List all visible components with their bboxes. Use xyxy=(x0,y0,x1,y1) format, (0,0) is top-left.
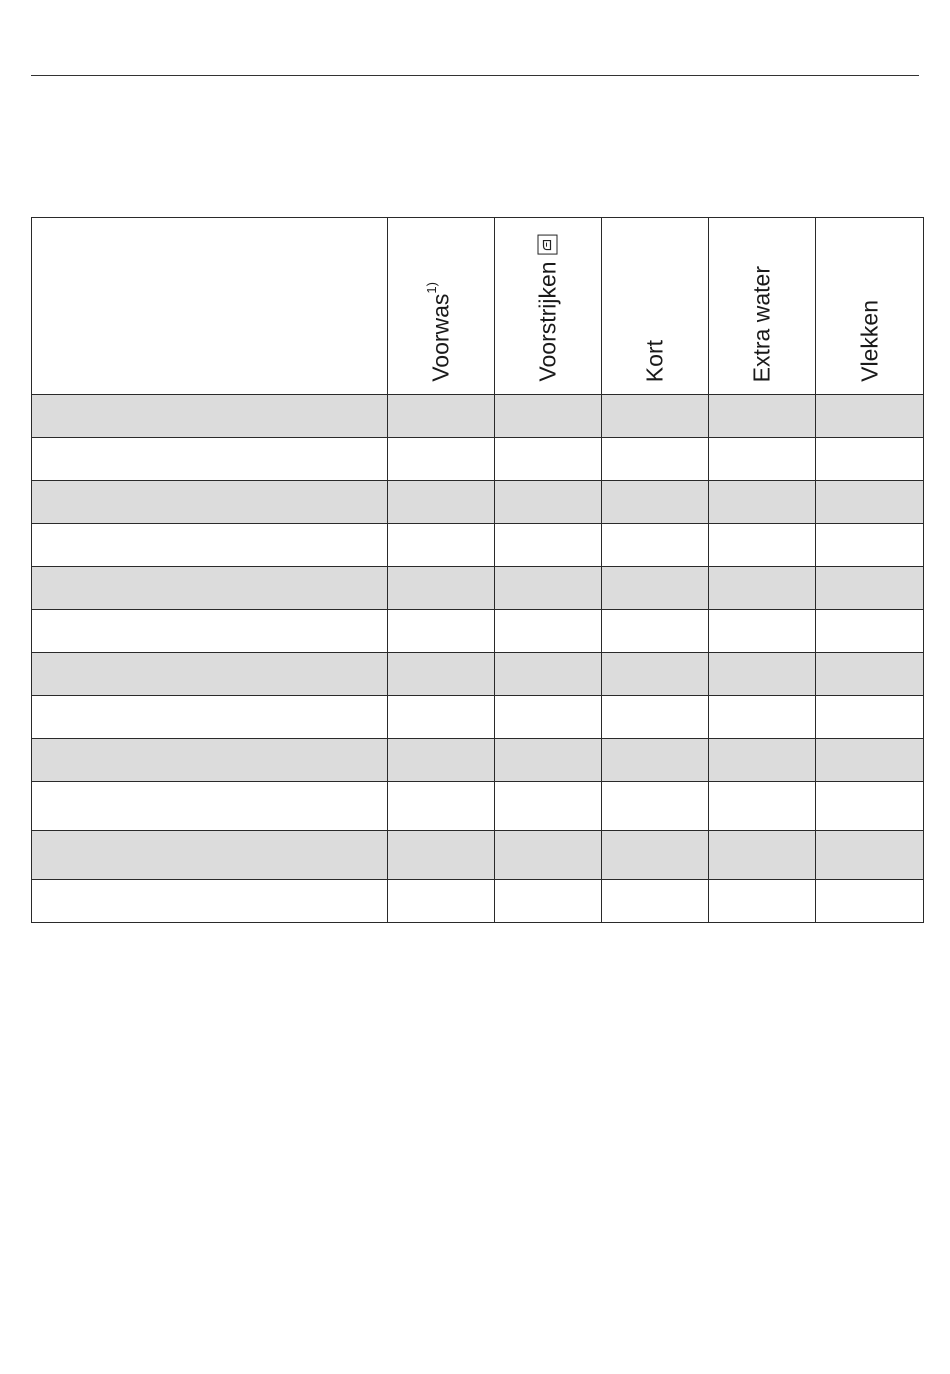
header-row xyxy=(32,218,924,395)
table-row xyxy=(32,395,924,438)
table-cell xyxy=(602,610,709,653)
table-cell xyxy=(709,880,816,923)
table-cell xyxy=(388,696,495,739)
table-cell xyxy=(602,782,709,831)
table-row xyxy=(32,481,924,524)
table-cell xyxy=(32,481,388,524)
table-cell xyxy=(32,739,388,782)
table-cell xyxy=(709,696,816,739)
column-label: Kort xyxy=(641,339,668,382)
column-header-kort xyxy=(602,218,709,395)
table-cell xyxy=(816,567,924,610)
table-cell xyxy=(388,653,495,696)
top-rule xyxy=(31,75,919,76)
column-header-voorstrijken xyxy=(495,218,602,395)
table-cell xyxy=(816,739,924,782)
table-row xyxy=(32,739,924,782)
table-cell xyxy=(709,395,816,438)
column-label: Voorwas xyxy=(427,293,454,382)
table-cell xyxy=(816,524,924,567)
table-cell xyxy=(495,395,602,438)
table-row xyxy=(32,831,924,880)
table-cell xyxy=(602,481,709,524)
table-row xyxy=(32,880,924,923)
table-cell xyxy=(495,696,602,739)
table-cell xyxy=(602,880,709,923)
table-cell xyxy=(602,524,709,567)
table-cell xyxy=(495,567,602,610)
table-cell xyxy=(388,567,495,610)
footnote-marker: 1) xyxy=(423,282,439,294)
table-cell xyxy=(495,653,602,696)
table-cell xyxy=(709,567,816,610)
table-cell xyxy=(816,880,924,923)
table-cell xyxy=(388,438,495,481)
table-cell xyxy=(388,782,495,831)
column-label: Voorstrijken xyxy=(534,261,561,382)
table-cell xyxy=(709,739,816,782)
table-cell xyxy=(388,880,495,923)
table-cell xyxy=(709,481,816,524)
options-table xyxy=(31,217,924,923)
table-cell xyxy=(602,653,709,696)
table-cell xyxy=(709,831,816,880)
table-cell xyxy=(32,567,388,610)
table-cell xyxy=(32,831,388,880)
table-cell xyxy=(32,395,388,438)
table-cell xyxy=(495,880,602,923)
table-cell xyxy=(602,696,709,739)
column-label: Vlekken xyxy=(856,300,882,382)
table-cell xyxy=(495,739,602,782)
table-row xyxy=(32,567,924,610)
table-cell xyxy=(32,610,388,653)
table-cell xyxy=(388,831,495,880)
table-cell xyxy=(816,610,924,653)
table-cell xyxy=(388,610,495,653)
table-cell xyxy=(32,696,388,739)
table-cell xyxy=(602,438,709,481)
table-cell xyxy=(388,481,495,524)
table-cell xyxy=(602,567,709,610)
column-header-vlekken xyxy=(816,218,924,395)
table-cell xyxy=(816,481,924,524)
table-cell xyxy=(816,438,924,481)
table-row xyxy=(32,610,924,653)
table-cell xyxy=(388,524,495,567)
table-cell xyxy=(709,782,816,831)
table-cell xyxy=(602,395,709,438)
column-header-extra-water xyxy=(709,218,816,395)
table-cell xyxy=(602,739,709,782)
table-cell xyxy=(32,438,388,481)
table-cell xyxy=(495,782,602,831)
table-cell xyxy=(32,782,388,831)
table-cell xyxy=(388,739,495,782)
table-cell xyxy=(602,831,709,880)
column-header-voorwas xyxy=(388,218,495,395)
table-cell xyxy=(495,610,602,653)
table-cell xyxy=(816,696,924,739)
iron-icon xyxy=(538,235,558,255)
table-cell xyxy=(709,524,816,567)
table-cell xyxy=(816,395,924,438)
table-cell xyxy=(816,653,924,696)
table-row xyxy=(32,696,924,739)
column-label: Extra water xyxy=(748,265,775,382)
table-cell xyxy=(388,395,495,438)
table-row xyxy=(32,524,924,567)
table-cell xyxy=(32,524,388,567)
table-cell xyxy=(816,831,924,880)
table-cell xyxy=(495,481,602,524)
table-row xyxy=(32,438,924,481)
table-cell xyxy=(709,438,816,481)
table-cell xyxy=(709,653,816,696)
table-cell xyxy=(816,782,924,831)
table-cell xyxy=(32,880,388,923)
table-cell xyxy=(709,610,816,653)
table-cell xyxy=(495,524,602,567)
table-cell xyxy=(495,438,602,481)
program-header-cell xyxy=(32,218,388,395)
table-cell xyxy=(32,653,388,696)
table-cell xyxy=(495,831,602,880)
table-row xyxy=(32,653,924,696)
table-row xyxy=(32,782,924,831)
